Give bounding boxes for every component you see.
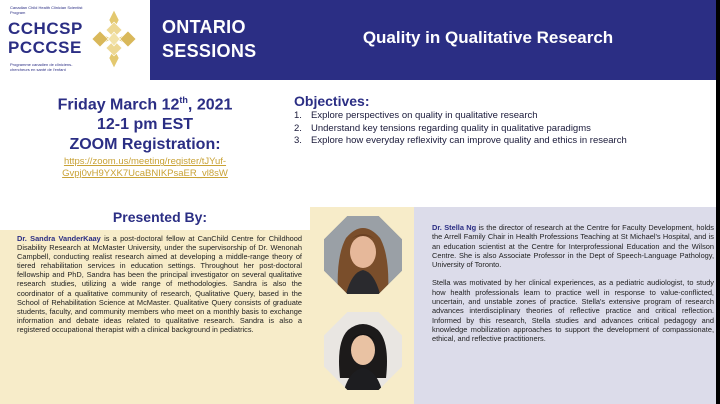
objective-text: Explore how everyday reflexivity can improve quality and ethics in research (311, 135, 627, 146)
logo-acronym-fr: PCCCSE (8, 38, 82, 57)
registration-link-line-1[interactable]: https://zoom.us/meeting/register/tJYuf- (63, 156, 227, 168)
series-line-1: ONTARIO (162, 17, 246, 37)
registration-link-line-2[interactable]: Gvpj0vH9YXK7UcaBNIKPsaER_vl8sW (62, 168, 228, 180)
objective-number: 3. (294, 135, 302, 146)
presented-by-heading: Presented By: (112, 209, 208, 225)
speaker-2-name: Dr. Stella Ng (432, 223, 477, 232)
objective-item (294, 135, 714, 148)
event-date-year: , 2021 (187, 96, 233, 114)
logo-acronym-en: CCHCSP (8, 19, 83, 38)
speaker-2-bio-paragraph-1 (432, 223, 714, 269)
event-date-main: Friday March 12 (57, 96, 180, 114)
speaker-2-photo (324, 312, 402, 390)
objective-item (294, 110, 714, 123)
speaker-1-name: Dr. Sandra VanderKaay (17, 234, 101, 243)
event-time: 12-1 pm EST (96, 116, 194, 134)
objective-item (294, 123, 714, 136)
objective-number: 2. (294, 122, 302, 134)
speaker-2-bio-paragraph-2: Stella was motivated by her clinical experiences, as a pediatric audiologist, to study how health professionals learn to practice well in response to value-conflicted, uncertain, and unstable zones of practice. Stella's extensive program of research advances interdisciplinary theories of reflective practice and critical reflection. Informed by this research, Stella studies and advances critical pedagogy and knowledge mobilization approaches to support the development of compassionate, ethical, and reflective practitioners. (432, 278, 714, 344)
header-banner (0, 0, 720, 80)
registration-label: ZOOM Registration: (69, 136, 221, 154)
registration-link[interactable] (0, 156, 290, 180)
speaker-1-bio (0, 230, 310, 404)
objective-text: Explore perspectives on quality in qualitative research (311, 110, 538, 121)
event-details (0, 90, 290, 180)
series-title (162, 15, 256, 63)
logo-tagline-en: Canadian Child Health Clinician Scientist Program (10, 5, 83, 15)
objective-text: Understand key tensions regarding quality in qualitative paradigms (311, 122, 591, 134)
right-edge-bar (716, 0, 720, 404)
program-logo (0, 0, 150, 80)
objectives-heading: Objectives: (294, 93, 370, 109)
objectives-list (294, 110, 714, 148)
speaker-1-photo (324, 216, 402, 294)
speaker-2-bio-text-1: is the director of research at the Centre for Faculty Development, holds the Arrell Family Chair in Health Professions Teaching at St Michael's Hospital, and is an education scientist at the Centre for Interprofessional Education and the Wilson Centre. She is also Associate Professor in the Dept of Speech-Language Pathology, University of Toronto. (432, 223, 714, 270)
star-diamond-icon (86, 8, 142, 70)
speaker-1-bio-text: is a post-doctoral fellow at CanChild Centre for Childhood Disability Research at McMaster University, under the supervisorship of Dr. Wenonah Campbell, conducting realist research aimed at developing a middle-range theory of tiered rehabilitation services in education settings. Throughout her post-doctoral fellowship and PhD, Sandra has been the principal investigator on several qualitative research studies, utilizing a wide range of methodologies. Sandra is also the coordinator of a qualitative community of research, Qualitative Query, based in the School of Rehabilitation Science at McMaster. Qualitative Query consists of graduate students, faculty, and community members who meet on a monthly basis to exchange information and debate ideas related to qualitative research. Sandra is also a registered occupational therapist with a clinical background in pediatrics. (17, 234, 303, 334)
speaker-2-bio (414, 207, 720, 404)
logo-tagline-fr: Programme canadien de cliniciens-chercheurs en santé de l'enfant (10, 62, 73, 72)
objective-number: 1. (294, 110, 302, 121)
objectives-section (294, 93, 714, 148)
session-title: Quality in Qualitative Research (362, 28, 614, 47)
event-date-suffix: th (179, 95, 188, 105)
series-line-2: SESSIONS (162, 41, 257, 61)
event-date (0, 90, 290, 115)
